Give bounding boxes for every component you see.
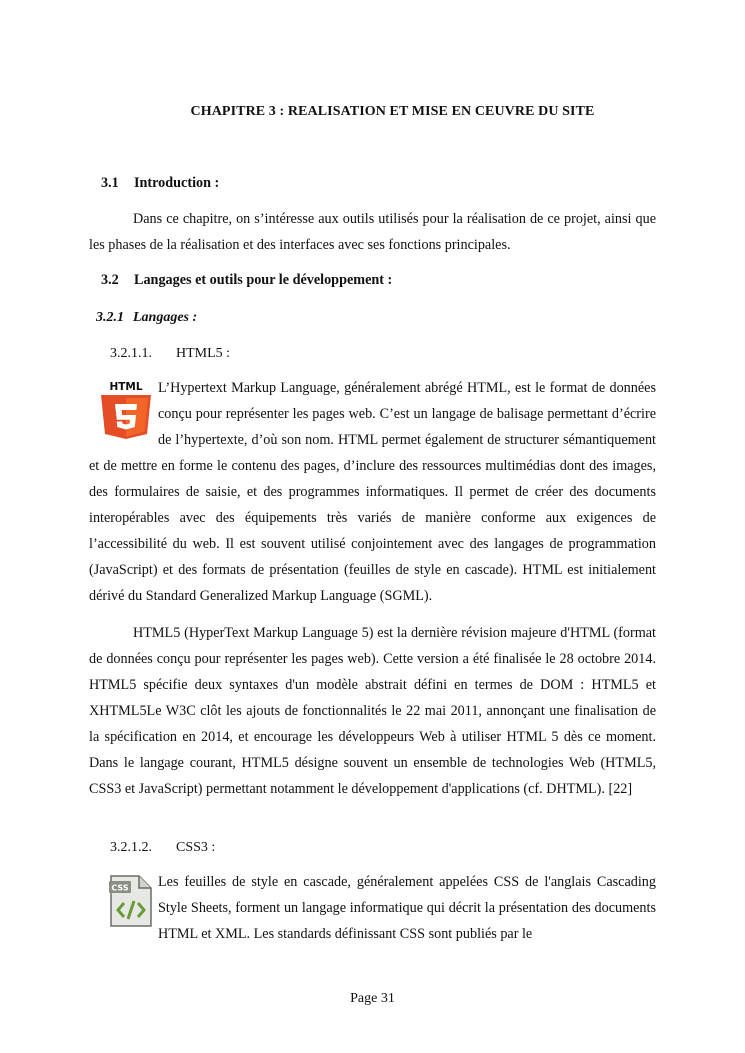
section-3-2-heading — [101, 272, 392, 289]
html5-icon-label: HTML — [109, 381, 143, 393]
section-title: Langages : — [133, 310, 198, 325]
css3-paragraph: Les feuilles de style en cascade, généralement appelées CSS de l'anglais Cascading Style Sheets, forment un langage informatique qui décrit la présentation des documents HTML et XML. Les standards définissant CSS sont publiés par le — [158, 874, 656, 942]
html5-shield-icon — [97, 379, 155, 439]
css-document-icon — [107, 873, 155, 929]
section-number: 3.2.1 — [96, 310, 124, 325]
section-3-2-1-heading — [96, 310, 197, 326]
css-file-icon — [89, 869, 158, 947]
intro-paragraph: Dans ce chapitre, on s’intéresse aux outils utilisés pour la réalisation de ce projet, ainsi que les phases de la réalisation et des interfaces avec ses fonctions principales. — [89, 211, 656, 253]
section-title: HTML5 : — [176, 346, 231, 361]
html5-logo-icon — [89, 375, 158, 453]
css3-heading — [110, 840, 215, 856]
css-icon-label: CSS — [111, 883, 129, 893]
html5-paragraph-1: L’Hypertext Markup Language, généralement abrégé HTML, est le format de données conçu pour représenter les pages web. C’est un langage de balisage permettant d’écrire de l’hypertexte, d’où son nom. HTML permet également de structurer sémantiquement et de mettre en forme le contenu des pages, d’inclure des ressources multimédias dont des images, des formulaires de saisie, et des programmes informatiques. Il permet de créer des documents interopérables avec des équipements très variés de manière conforme aux exigences de l’accessibilité du web. Il est souvent utilisé conjointement avec des langages de programmation (JavaScript) et des formats de présentation (feuilles de style en cascade). HTML est initialement dérivé du Standard Generalized Markup Language (SGML). — [89, 380, 656, 604]
html5-heading — [110, 346, 230, 362]
section-title: Langages et outils pour le développement : — [134, 272, 393, 288]
section-title: Introduction : — [134, 175, 220, 191]
html5-paragraph-2: HTML5 (HyperText Markup Language 5) est la dernière révision majeure d'HTML (format de données conçu pour représenter les pages web). Cette version a été finalisée le 28 octobre 2014. HTML5 spécifie deux syntaxes d'un modèle abstrait défini en termes de DOM : HTML5 et XHTML5Le W3C clôt les ajouts de fonctionnalités le 22 mai 2011, annonçant une finalisation de la spécification en 2014, et encourage les développeurs Web à utiliser HTML 5 dès ce moment. Dans le langage courant, HTML5 désigne souvent un ensemble de technologies Web (HTML5, CSS3 et JavaScript) permettant notamment le développement d'applications (cf. DHTML). [22] — [89, 625, 656, 797]
section-number: 3.2 — [101, 272, 119, 288]
section-3-1-heading — [101, 175, 219, 192]
chapter-title — [0, 104, 745, 120]
page-number: Page 31 — [350, 991, 395, 1006]
section-number: 3.2.1.1. — [110, 346, 152, 361]
section-title: CSS3 : — [176, 840, 216, 855]
chapter-title-text: CHAPITRE 3 : REALISATION ET MISE EN CEUVRE DU SITE — [190, 104, 595, 119]
html5-paragraph-1-block — [89, 375, 656, 609]
section-number: 3.1 — [101, 175, 119, 191]
css3-paragraph-block — [89, 869, 656, 947]
section-number: 3.2.1.2. — [110, 840, 152, 855]
